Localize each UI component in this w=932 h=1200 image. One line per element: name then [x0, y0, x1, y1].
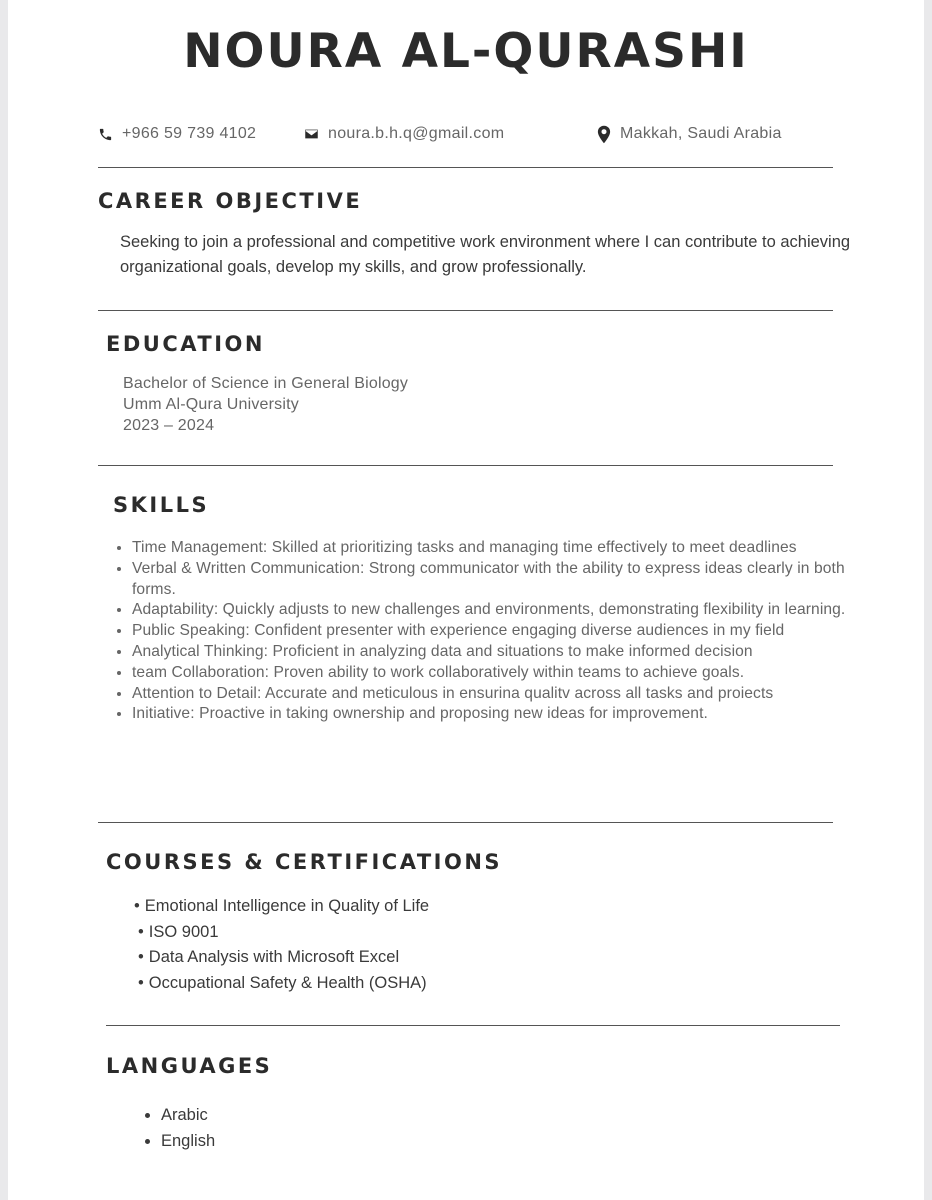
location-text: Makkah, Saudi Arabia	[620, 125, 782, 142]
course-item	[134, 971, 429, 997]
phone-number: +966 59 739 4102	[122, 125, 257, 142]
course-title: ISO 9001	[148, 922, 219, 941]
divider	[106, 1025, 840, 1026]
skill-item: • Attention to Detail: Accurate and meticulous in ensurina qualitv across all tasks and proiects	[132, 684, 892, 705]
skill-item: • Time Management: Skilled at prioritizing tasks and managing time effectively to meet deadlines	[132, 538, 892, 559]
phone-icon	[98, 127, 113, 142]
skill-item: • Public Speaking: Confident presenter with experience engaging diverse audiences in my field	[132, 621, 892, 642]
courses-heading: COURSES & CERTIFICATIONS	[106, 850, 503, 874]
skill-item: • Verbal & Written Communication: Strong communicator with the ability to express ideas clearly in both forms.	[132, 559, 892, 601]
languages-heading: LANGUAGES	[106, 1054, 273, 1078]
location-pin-icon	[597, 125, 611, 144]
bullet: •	[138, 974, 144, 993]
language-item: • Arabic	[161, 1103, 215, 1129]
languages-list	[141, 1103, 215, 1154]
skills-heading: SKILLS	[113, 493, 210, 517]
course-item	[134, 945, 429, 971]
course-title: Emotional Intelligence in Quality of Life	[144, 897, 430, 915]
skills-list	[112, 538, 892, 725]
divider	[98, 310, 833, 311]
contact-email	[304, 123, 504, 145]
education-heading: EDUCATION	[106, 332, 265, 356]
mail-icon	[304, 128, 319, 140]
bullet: •	[134, 897, 140, 915]
email-address: noura.b.h.q@gmail.com	[328, 125, 505, 142]
education-degree: Bachelor of Science in General Biology	[123, 375, 409, 392]
course-title: Occupational Safety & Health (OSHA)	[148, 974, 427, 993]
skill-item: • Adaptability: Quickly adjusts to new challenges and environments, demonstrating flexibility in learning.	[132, 600, 892, 621]
divider	[98, 167, 833, 168]
skill-item: • Analytical Thinking: Proficient in analyzing data and situations to make informed decision	[132, 642, 892, 663]
course-title: Data Analysis with Microsoft Excel	[148, 948, 400, 967]
bullet: •	[138, 922, 144, 941]
bullet: •	[138, 948, 144, 967]
course-item	[134, 920, 429, 946]
candidate-name: NOURA AL-QURASHI	[183, 24, 749, 79]
contact-location	[597, 123, 782, 145]
skill-item: • team Collaboration: Proven ability to work collaboratively within teams to achieve goals.	[132, 663, 892, 684]
career-objective-heading: CAREER OBJECTIVE	[98, 189, 363, 213]
language-item: • English	[161, 1129, 215, 1155]
education-years: 2023 – 2024	[123, 417, 215, 434]
skill-item: • Initiative: Proactive in taking ownership and proposing new ideas for improvement.	[132, 704, 892, 725]
course-item	[134, 894, 429, 920]
education-university: Umm Al-Qura University	[123, 396, 299, 413]
courses-list	[134, 894, 429, 997]
career-objective-text: Seeking to join a professional and competitive work environment where I can contribute to achieving organizational goals, develop my skills, and grow professionally.	[120, 233, 851, 276]
contact-phone	[98, 123, 256, 145]
divider	[98, 465, 833, 466]
divider	[98, 822, 833, 823]
